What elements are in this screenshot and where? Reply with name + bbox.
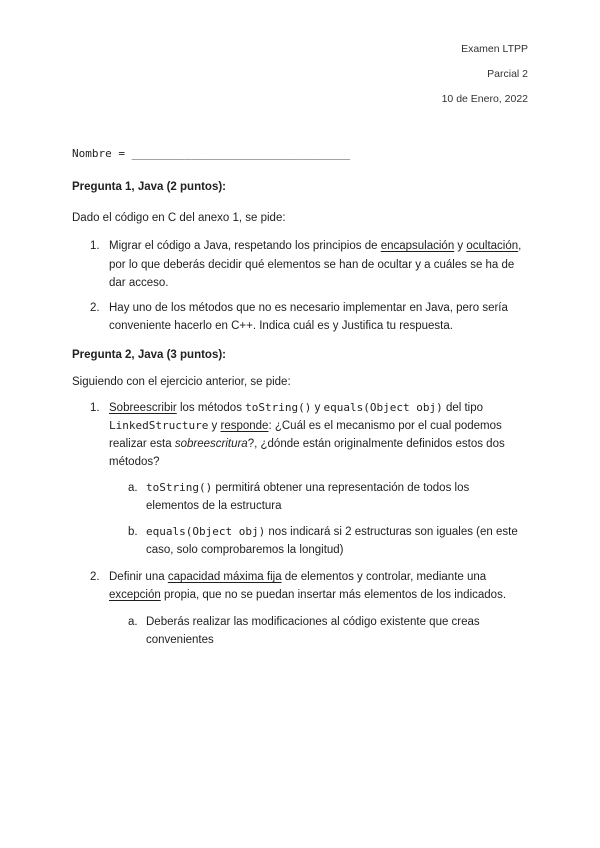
q1-item-1-text-b: y [454,240,467,252]
q2-item-2-text-b: de elementos y controlar, mediante una [281,571,487,583]
term-fixed-capacity: capacidad máxima fija [167,571,282,583]
header-date: 10 de Enero, 2022 [441,93,528,105]
code-tostring-sub: toString() [146,481,213,494]
q1-item-2-line-2: conveniente hacerlo en C++. Indica cuál es y Justifica tu respuesta. [109,320,453,332]
q2-item-2-number: 2. [90,571,100,583]
q1-item-1-line-1 [109,236,529,256]
q2-item-1-line-3b: ?, ¿dónde están originalmente definidos estos dos [247,438,505,450]
q2-item-1-text-c: del tipo [442,402,484,414]
term-encapsulation: encapsulación [380,240,455,252]
header-exam: Parcial 2 [487,68,528,80]
q2-item-2-text-c: propia, que no se puedan insertar más elementos de los indicados. [160,589,507,601]
q1-item-1-number: 1. [90,240,100,252]
q2-sub-b-number: b. [128,526,138,538]
name-field-line: Nombre = _________________________________ [72,147,351,160]
q2-item-1-line-2 [109,416,539,436]
code-tostring: toString() [245,401,312,414]
question-2-title: Pregunta 2, Java (3 puntos): [72,349,227,361]
q1-item-1-text-c: , [518,240,522,252]
q2-item-2-line-1 [109,567,539,587]
question-2-intro: Siguiendo con el ejercicio anterior, se pide: [72,376,291,388]
q2-sub-a-number: a. [128,482,138,494]
q2-item-2-sub-a-number: a. [128,616,138,628]
q2-sub-b-line-2: caso, solo comprobaremos la longitud) [146,544,344,556]
q2-sub-a-line-1 [146,478,469,498]
term-exception: excepción [109,589,161,601]
q2-item-1-line-1 [109,398,539,418]
q2-item-1-line-3 [109,434,505,454]
question-1-intro: Dado el código en C del anexo 1, se pide: [72,212,286,224]
q2-item-2-sub-a-line-1: Deberás realizar las modificaciones al código existente que creas [146,616,480,628]
q2-item-1-text-b: y [311,402,324,414]
code-equals-sub: equals(Object obj) [146,525,266,538]
q2-item-1-text-a: los métodos [176,402,246,414]
q2-item-2-line-2 [109,585,539,605]
q1-item-1-text-a: Migrar el código a Java, respetando los principios de [109,240,381,252]
term-override: Sobreescribir [109,402,177,414]
q2-sub-a-text: permitirá obtener una representación de todos los [212,482,470,494]
term-override-italic: sobreescritura [174,438,248,450]
q2-sub-a-line-2: elementos de la estructura [146,500,282,512]
header-course: Examen LTPP [461,43,528,55]
q1-item-2-number: 2. [90,302,100,314]
q2-item-1-line-3a: realizar esta [109,438,175,450]
q2-sub-b-line-1 [146,522,518,542]
q2-item-1-line-4: métodos? [109,456,160,468]
q2-item-1-number: 1. [90,402,100,414]
q2-item-2-text-a: Definir una [109,571,168,583]
q1-item-1-line-3: dar acceso. [109,277,169,289]
code-equals: equals(Object obj) [323,401,443,414]
term-hiding: ocultación [466,240,519,252]
q2-item-2-sub-a-line-2: convenientes [146,634,214,646]
q1-item-1-line-2: por lo que deberás decidir qué elementos se han de ocultar y a cuáles se ha de [109,259,515,271]
term-respond: responde [220,420,269,432]
q2-item-1-text-d: y [208,420,221,432]
q2-sub-b-text: nos indicará si 2 estructuras son iguales (en este [265,526,518,538]
question-1-title: Pregunta 1, Java (2 puntos): [72,181,227,193]
q1-item-2-line-1: Hay uno de los métodos que no es necesario implementar en Java, pero sería [109,302,508,314]
q2-item-1-text-e: : ¿Cuál es el mecanismo por el cual podemos [268,420,502,432]
code-linkedstructure: LinkedStructure [109,419,209,432]
